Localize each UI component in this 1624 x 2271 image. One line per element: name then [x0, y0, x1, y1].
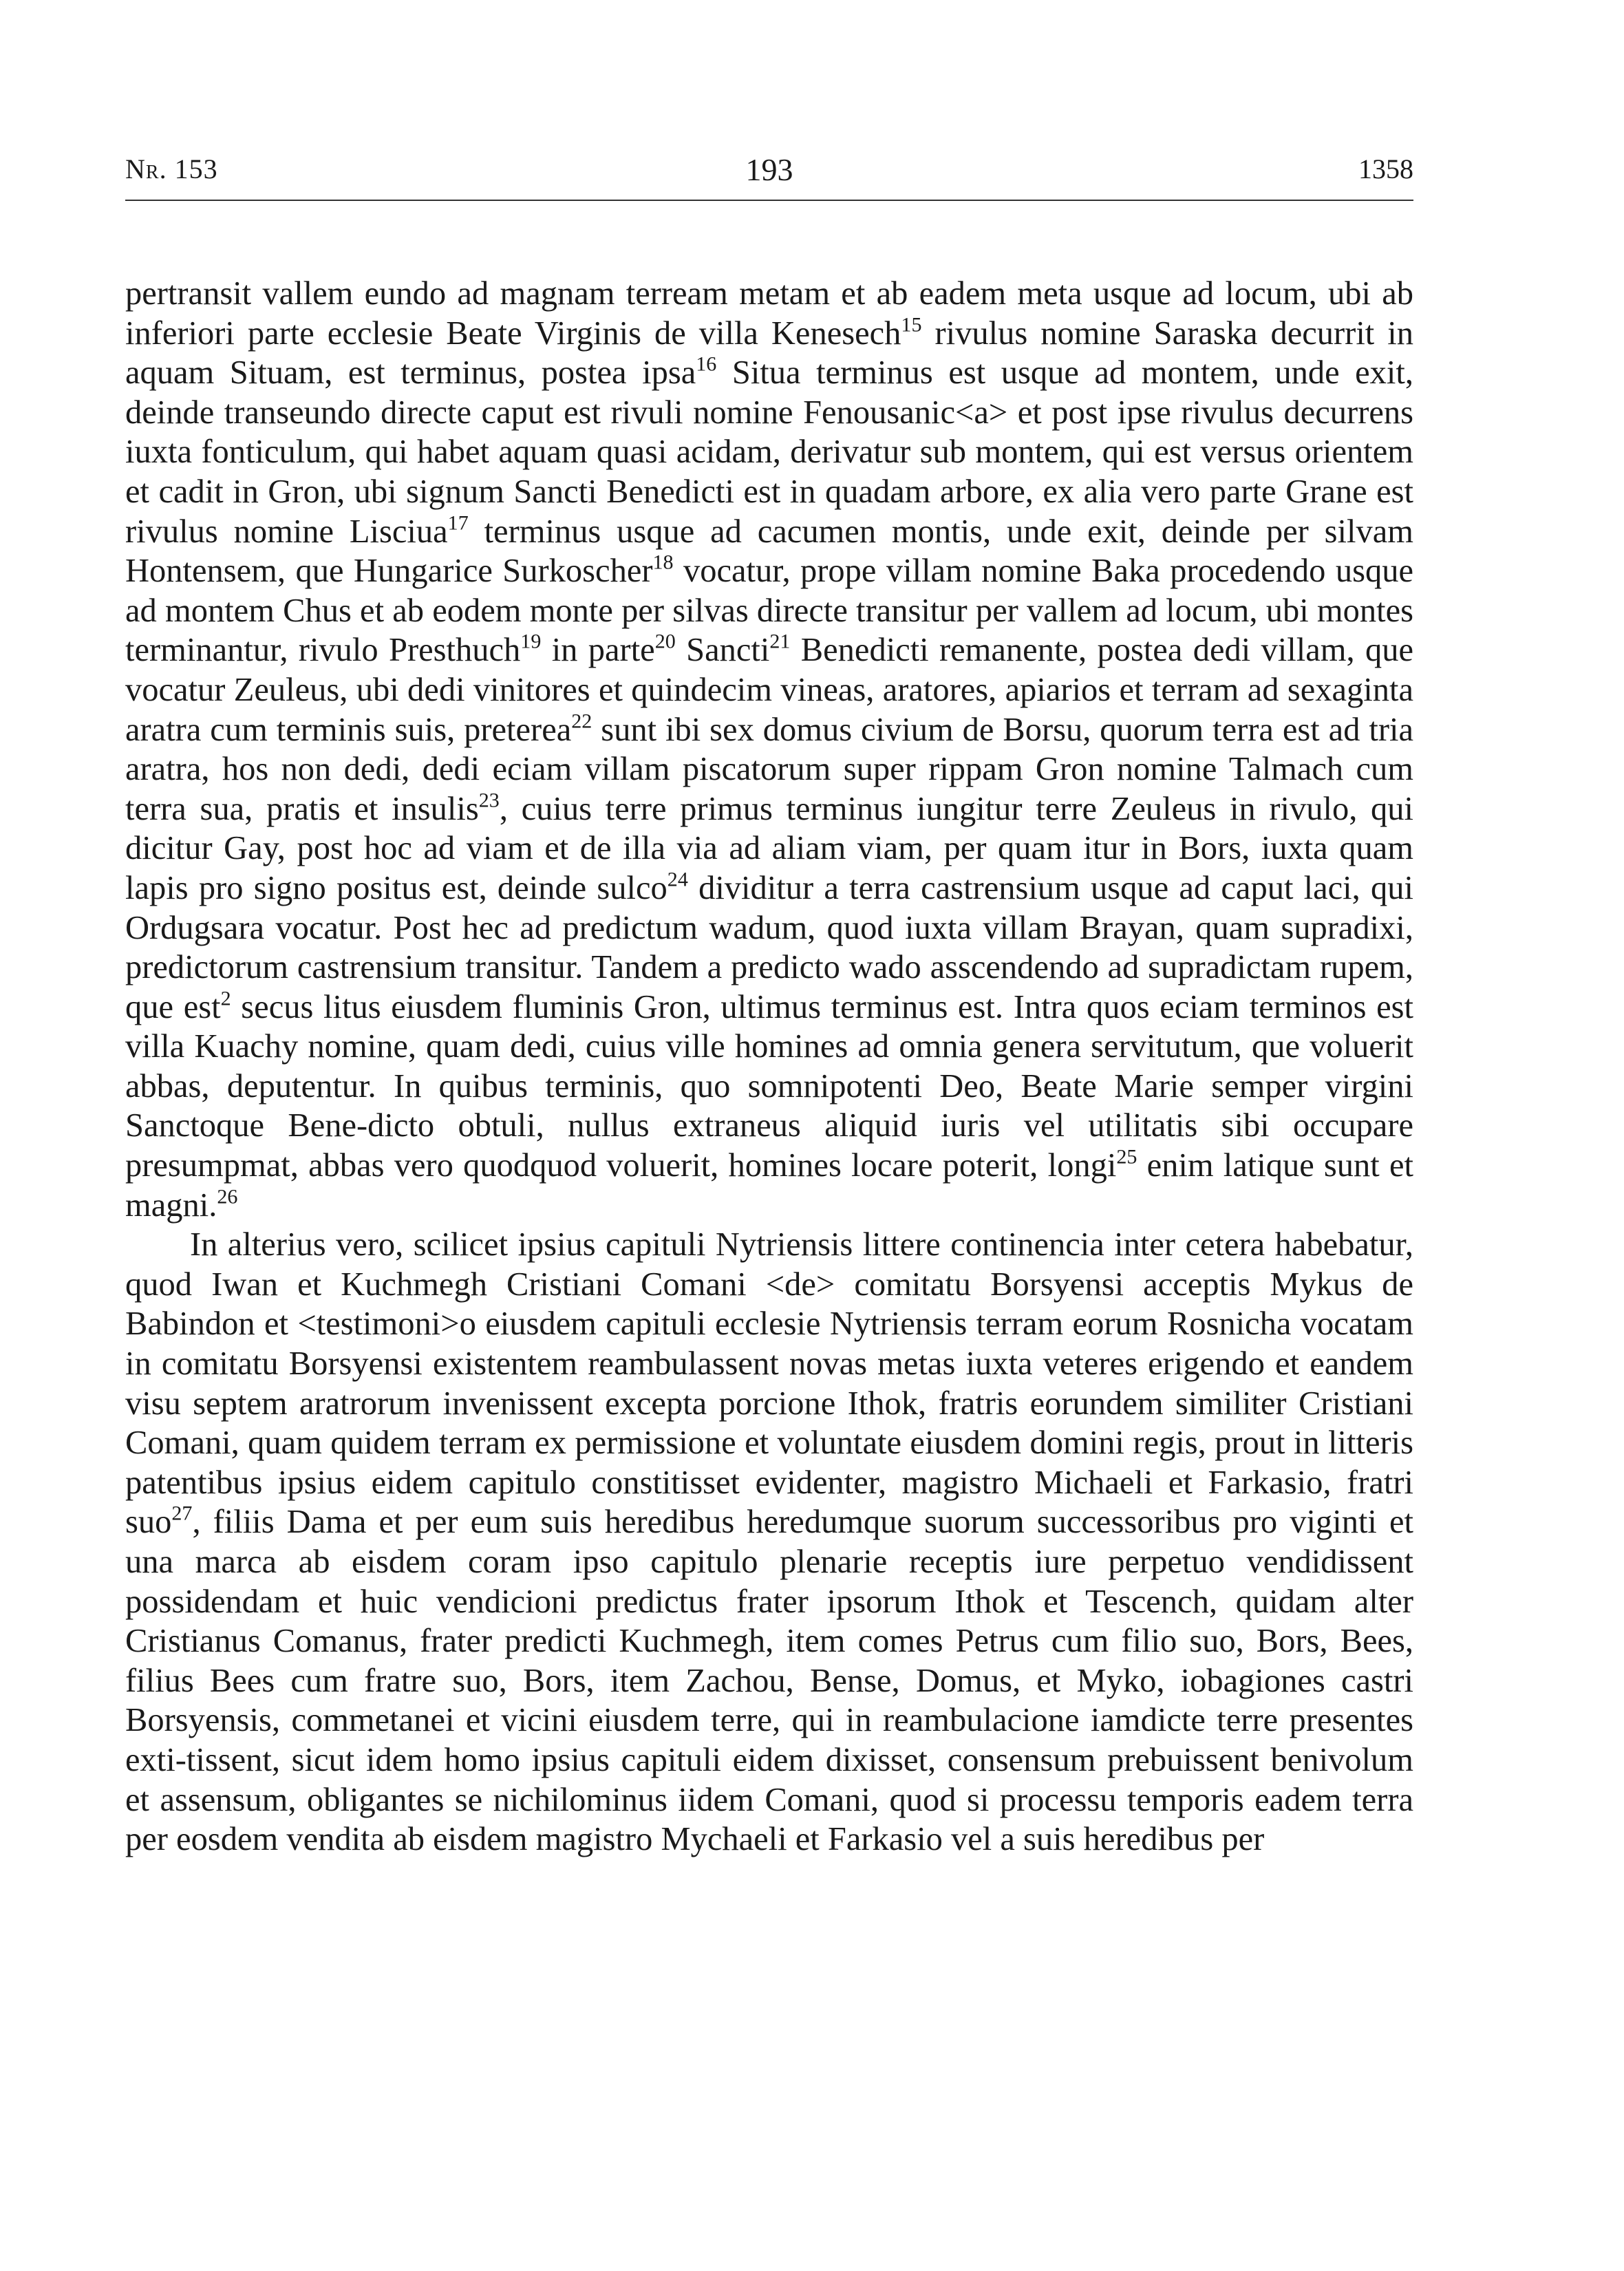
number-prefix: Nr.: [125, 153, 167, 184]
paragraph-1: [125, 274, 1413, 1225]
footnote-marker: 23: [478, 788, 500, 812]
footnote-marker: 19: [520, 629, 542, 653]
document-number-value: 153: [174, 153, 218, 184]
footnote-marker: 2: [220, 986, 231, 1010]
footnote-marker: 18: [652, 550, 674, 574]
text-run: dividitur a terra castrensium usque ad caput laci, qui Ordugsara vocatur. Post hec ad predictum wadum, quod iuxta villam Brayan, quam supradixi, predictorum castrensium transitur. Tandem a predicto wado asscendendo ad supradictam rupem, que est: [125, 869, 1413, 1025]
footnote-marker: 27: [171, 1501, 193, 1525]
text-run: , cuius terre primus terminus iungitur terre Zeuleus in rivulo, qui dicitur Gay, post hoc ad viam et de illa via ad aliam viam, per quam itur in Bors, iuxta quam lapis pro signo positus est, deinde sulco: [125, 790, 1413, 906]
footnote-marker: 20: [654, 629, 676, 653]
text-run: sunt ibi sex domus civium de Borsu, quorum terra est ad tria aratra, hos non dedi, dedi eciam villam piscatorum super rippam Gron nomine Talmach cum terra sua, pratis et insulis: [125, 711, 1413, 827]
footnote-marker: 17: [447, 510, 469, 534]
footnote-marker: 16: [696, 352, 717, 376]
text-run: Sancti: [675, 632, 770, 669]
text-run: in parte: [541, 632, 655, 669]
text-run: Benedicti remanente, postea dedi villam, que vocatur Zeuleus, ubi dedi vinitores et quindecim vineas, aratores, apiarios et terram ad sexaginta aratra cum terminis suis, preterea: [125, 632, 1413, 748]
footnote-marker: 25: [1116, 1144, 1137, 1169]
page-header: [125, 145, 1413, 201]
footnote-marker: 22: [571, 708, 592, 732]
text-run: secus litus eiusdem fluminis Gron, ultimus terminus est. Intra quos eciam terminos est villa Kuachy nomine, quam dedi, cuius ville homines ad omnia genera servitutum, que voluerit abbas, deputentur. In quibus terminis, quo somnipotenti Deo, Beate Marie semper virgini Sanctoque Bene-dicto obtuli, nullus extraneus aliquid iuris vel utilitatis sibi occupare presumpmat, abbas vero quodquod voluerit, homines locare poterit, longi: [125, 988, 1414, 1184]
footnote-marker: 21: [769, 629, 791, 653]
text-run: pertransit vallem eundo ad magnam terream metam et ab eadem meta usque ad locum, ubi ab inferiori parte ecclesie Beate Virginis de villa Kenesech: [125, 275, 1413, 352]
document-body: [125, 274, 1413, 1859]
text-run: , filiis Dama et per eum suis heredibus heredumque suorum successoribus pro viginti et una marca ab eisdem coram ipso capitulo plenarie receptis iure perpetuo vendidissent possidendam et huic vendicioni predictus frater ipsorum Ithok et Tescench, quidam alter Cristianus Comanus, frater predicti Kuchmegh, item comes Petrus cum filio suo, Bors, Bees, filius Bees cum fratre suo, Bors, item Zachou, Bense, Domus, et Myko, iobagiones castri Borsyensis, commetanei et vicini eiusdem terre, qui in reambulacione iamdicte terre presentes exti-tissent, sicut idem homo ipsius capituli eidem dixisset, consensum prebuissent benivolum et assensum, obligantes se nichilominus iidem Comani, quod si processu temporis eadem terra per eosdem vendita ab eisdem magistro Mychaeli et Farkasio vel a suis heredibus per: [125, 1504, 1413, 1858]
paragraph-2: [125, 1225, 1413, 1859]
footnote-marker: 26: [217, 1184, 238, 1208]
text-run: terminus usque ad cacumen montis, unde exit, deinde per silvam Hontensem, que Hungarice Surkoscher: [125, 513, 1413, 590]
text-run: rivulus nomine Saraska decurrit in aquam Situam, est terminus, postea ipsa: [125, 314, 1413, 392]
text-run: vocatur, prope villam nomine Baka procedendo usque ad montem Chus et ab eodem monte per silvas directe transitur per vallem ad locum, ubi montes terminantur, rivulo Presthuch: [125, 553, 1413, 669]
footnote-marker: 15: [901, 312, 922, 336]
document-year: 1358: [1358, 153, 1413, 184]
text-run: enim latique sunt et magni.: [125, 1147, 1413, 1224]
footnote-marker: 24: [667, 867, 688, 891]
text-run: In alterius vero, scilicet ipsius capituli Nytriensis littere continencia inter cetera habebatur, quod Iwan et Kuchmegh Cristiani Comani <de> comitatu Borsyensi acceptis Mykus de Babindon et <testimoni>o eiusdem capituli ecclesie Nytriensis terram eorum Rosnicha vocatam in comitatu Borsyensi existentem reambulassent novas metas iuxta veteres erigendo et eandem visu septem aratrorum invenissent excepta porcione Ithok, fratris eorundem similiter Cristiani Comani, quam quidem terram ex permissione et voluntate eiusdem domini regis, prout in litteris patentibus ipsius eidem capitulo constitisset evidenter, magistro Michaeli et Farkasio, fratri suo: [125, 1226, 1413, 1541]
page-number: 193: [745, 152, 793, 187]
text-run: Situa terminus est usque ad montem, unde exit, deinde transeundo directe caput est rivuli nomine Fenousanic<a> et post ipse rivulus decurrens iuxta fonticulum, qui habet aquam quasi acidam, derivatur sub montem, qui est versus orientem et cadit in Gron, ubi signum Sancti Benedicti est in quadam arbore, ex alia vero parte Grane est rivulus nomine Lisciua: [125, 354, 1413, 550]
